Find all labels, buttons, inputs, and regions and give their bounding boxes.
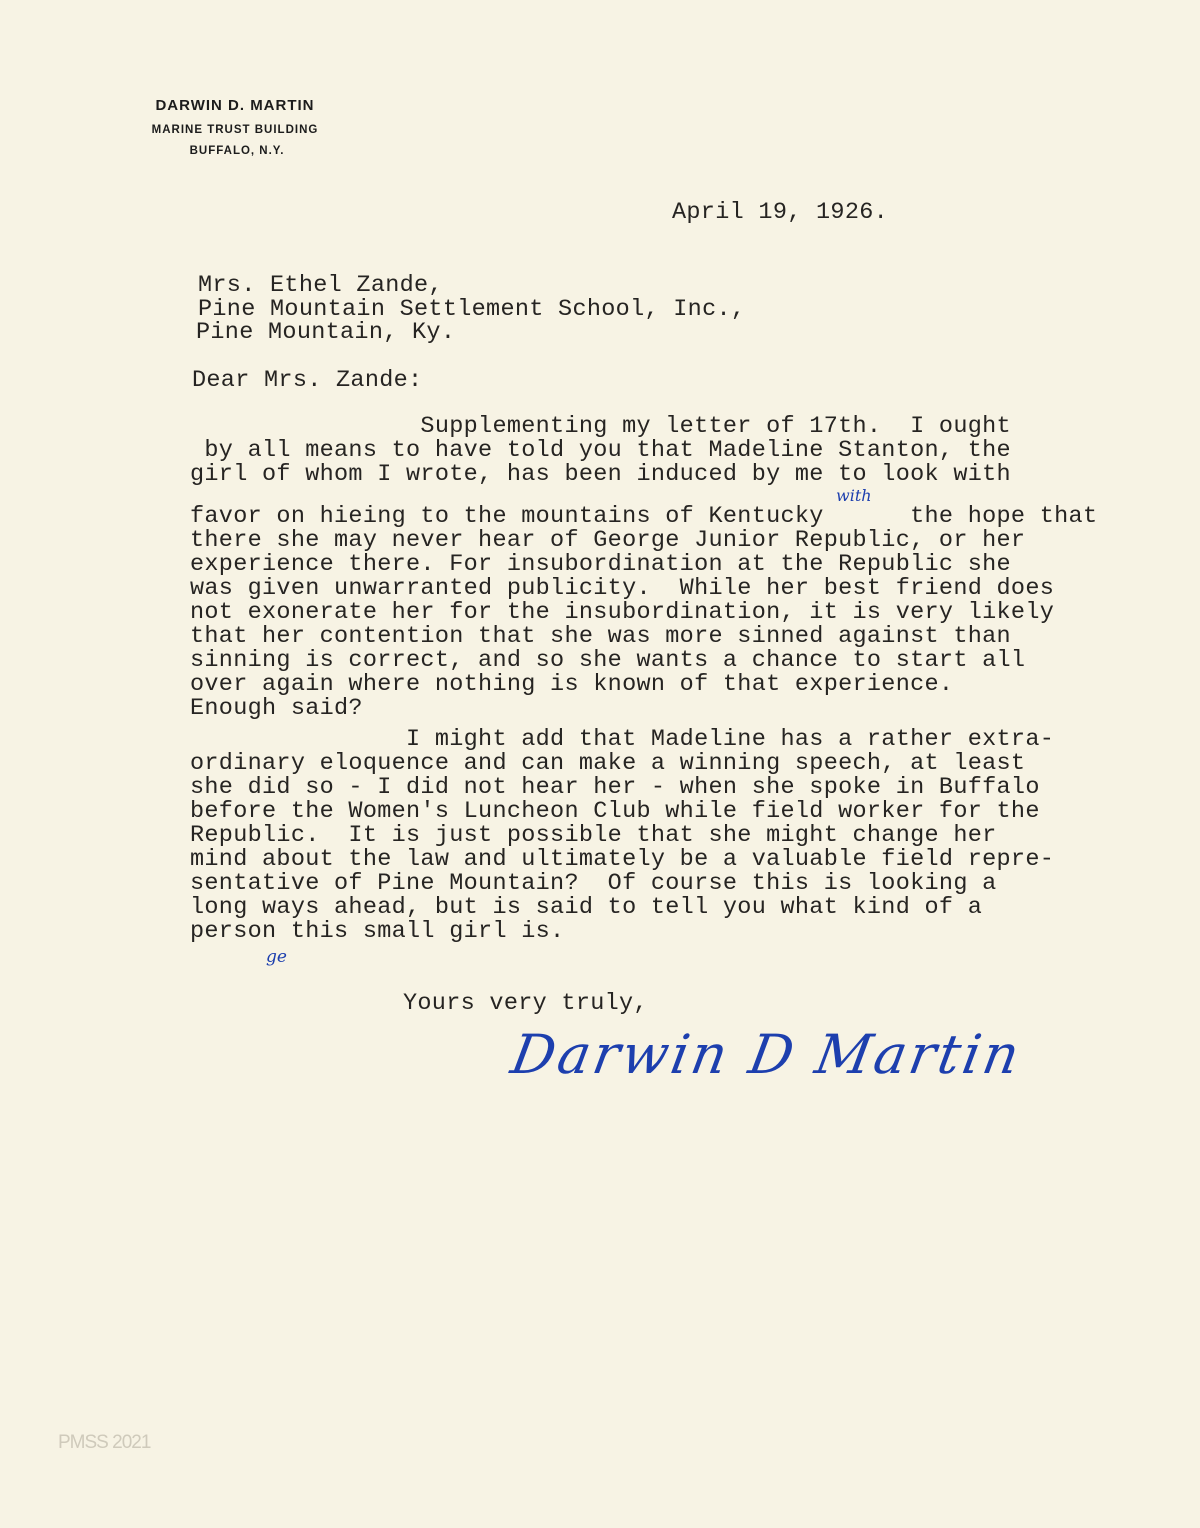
body-line: favor on hieing to the mountains of Kentucky the hope that xyxy=(190,503,1098,530)
body-line: experience there. For insubordination at the Republic she xyxy=(190,551,1011,578)
letterhead-name: DARWIN D. MARTIN xyxy=(155,97,315,114)
handwritten-insert: ge xyxy=(266,947,287,967)
body-line: mind about the law and ultimately be a valuable field repre- xyxy=(190,846,1055,873)
address-line: Pine Mountain Settlement School, Inc., xyxy=(198,296,746,323)
body-line: girl of whom I wrote, has been induced by me to look with xyxy=(190,461,1011,488)
address-line: Mrs. Ethel Zande, xyxy=(198,272,443,299)
body-line: that her contention that she was more sinned against than xyxy=(190,623,1011,650)
body-line: sentative of Pine Mountain? Of course this is looking a xyxy=(190,870,997,897)
body-line: Republic. It is just possible that she might change her xyxy=(190,822,997,849)
closing: Yours very truly, xyxy=(403,990,648,1017)
body-line: Supplementing my letter of 17th. I ought xyxy=(190,413,1011,440)
body-line: long ways ahead, but is said to tell you what kind of a xyxy=(190,894,983,921)
letter-date: April 19, 1926. xyxy=(672,199,889,226)
body-line: was given unwarranted publicity. While her best friend does xyxy=(190,575,1055,602)
address-line: Pine Mountain, Ky. xyxy=(196,319,456,346)
body-line: she did so - I did not hear her - when she spoke in Buffalo xyxy=(190,774,1040,801)
watermark: PMSS 2021 xyxy=(58,1432,151,1453)
signature: Darwin D Martin xyxy=(506,1023,1027,1086)
body-line: before the Women's Luncheon Club while field worker for the xyxy=(190,798,1040,825)
body-paragraph-2 xyxy=(190,728,1054,944)
handwritten-insert: with xyxy=(836,486,872,505)
body-line: Enough said? xyxy=(190,695,363,722)
body-line: ordinary eloquence and can make a winning speech, at least xyxy=(190,750,1026,777)
body-line: not exonerate her for the insubordination, it is very likely xyxy=(190,599,1055,626)
body-line: there she may never hear of George Junior Republic, or her xyxy=(190,527,1026,554)
body-line: I might add that Madeline has a rather extra- xyxy=(190,726,1055,753)
body-paragraph-1 xyxy=(190,415,1097,721)
body-line: over again where nothing is known of that experience. xyxy=(190,671,954,698)
salutation: Dear Mrs. Zande: xyxy=(192,367,423,394)
letterhead-building: MARINE TRUST BUILDING xyxy=(151,124,319,136)
body-line: sinning is correct, and so she wants a chance to start all xyxy=(190,647,1026,674)
body-line: by all means to have told you that Madeline Stanton, the xyxy=(190,437,1011,464)
body-line: person this small girl is. xyxy=(190,918,565,945)
letterhead-city: BUFFALO, N.Y. xyxy=(189,145,285,157)
